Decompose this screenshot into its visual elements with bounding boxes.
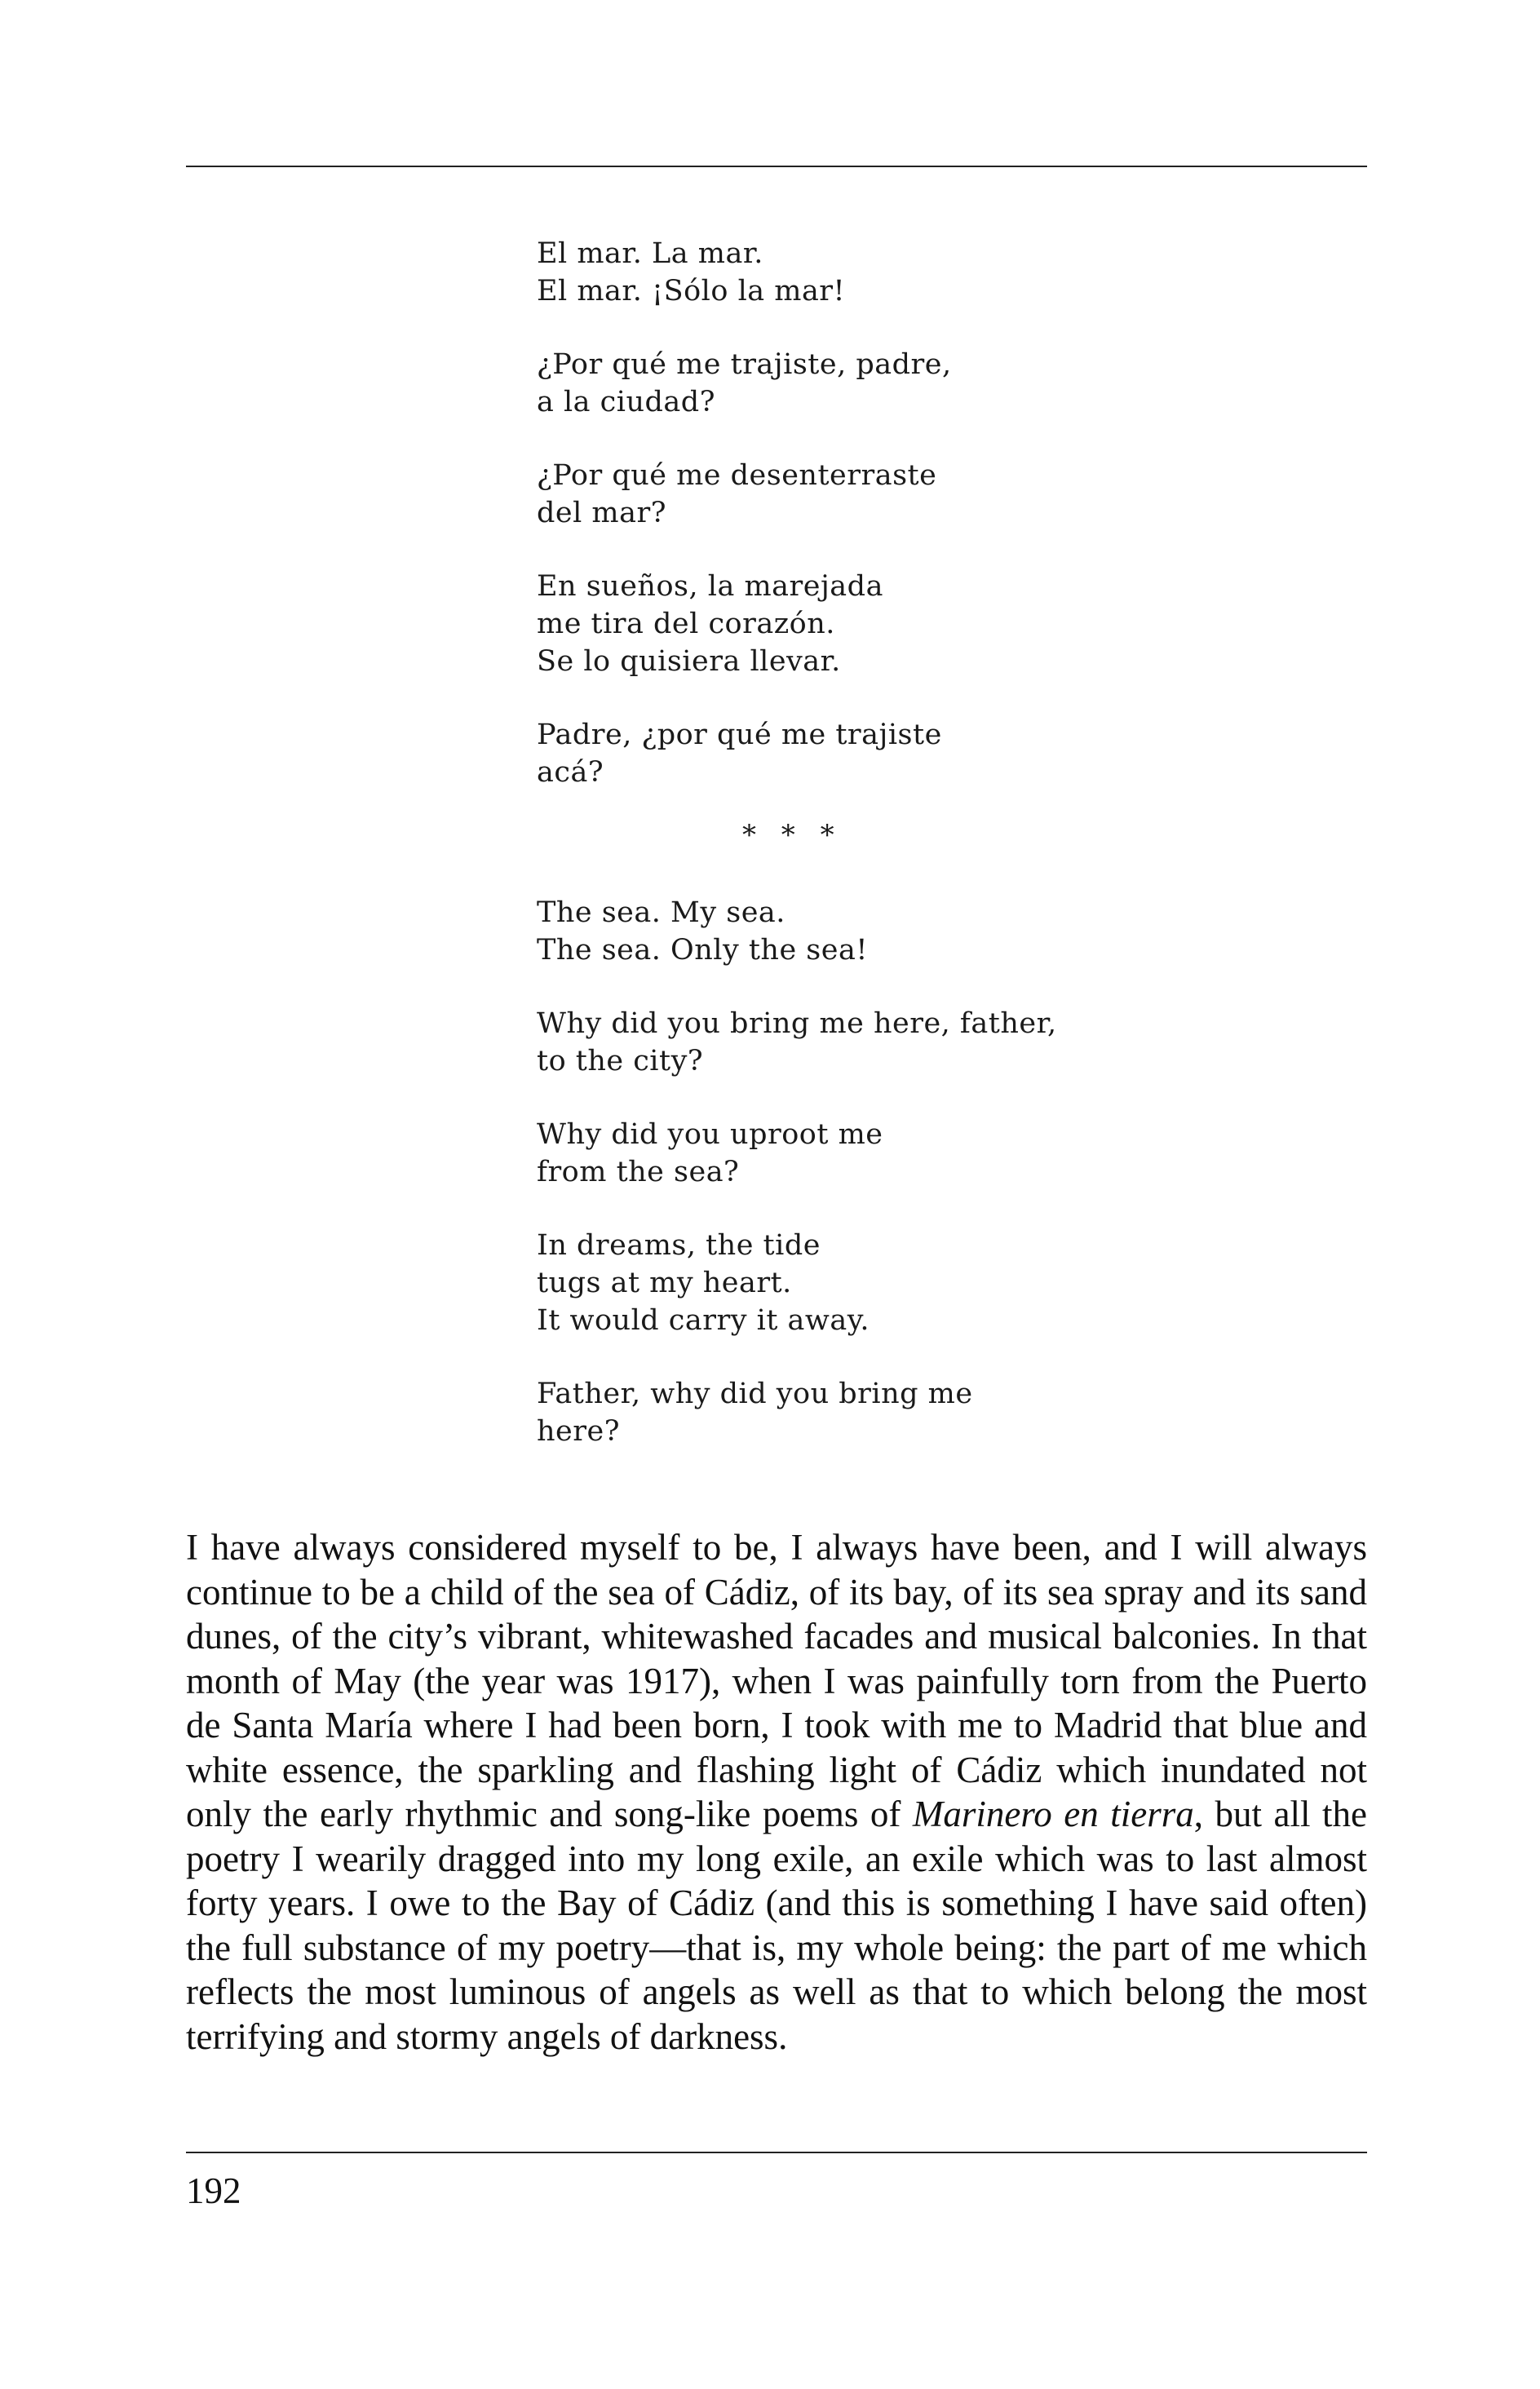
poem-stanza xyxy=(537,1227,1255,1339)
section-separator: * * * xyxy=(742,819,843,852)
poem-line: In dreams, the tide xyxy=(537,1229,821,1262)
poem-line: ¿Por qué me desenterraste xyxy=(537,459,937,492)
poem-line: It would carry it away. xyxy=(537,1304,870,1337)
poem-stanza xyxy=(537,235,1255,310)
poem-line: El mar. ¡Sólo la mar! xyxy=(537,275,846,307)
poem-line: The sea. My sea. xyxy=(537,896,785,929)
poem-english xyxy=(537,894,1255,1486)
prose-text: , but all the poetry I wearily dragged into my long exile, an exile which was to last almost forty years. I owe to the Bay of Cádiz (and this is something I have said often) the full substance of my poetry—that is, my whole being: the part of me which reflects the most luminous of angels as well as that to which belong the most terrifying and stormy angels of darkness. xyxy=(186,1794,1367,2057)
poem-line: Why did you uproot me xyxy=(537,1118,883,1151)
poem-line: En sueños, la marejada xyxy=(537,570,883,603)
top-rule xyxy=(186,166,1367,167)
poem-line: here? xyxy=(537,1415,620,1448)
poem-line: me tira del corazón. xyxy=(537,608,835,640)
poem-line: Father, why did you bring me xyxy=(537,1378,973,1410)
poem-line: a la ciudad? xyxy=(537,386,715,418)
poem-line: to the city? xyxy=(537,1045,704,1077)
poem-line: Padre, ¿por qué me trajiste xyxy=(537,719,942,751)
poem-line: tugs at my heart. xyxy=(537,1267,792,1299)
poem-line: del mar? xyxy=(537,497,666,529)
poem-stanza xyxy=(537,1005,1255,1080)
poem-stanza xyxy=(537,1375,1255,1450)
poem-line: acá? xyxy=(537,756,604,789)
poem-stanza xyxy=(537,346,1255,421)
prose-paragraph xyxy=(186,1525,1367,2059)
poem-stanza xyxy=(537,716,1255,791)
poem-stanza xyxy=(537,1116,1255,1191)
poem-line: El mar. La mar. xyxy=(537,237,763,270)
poem-line: Se lo quisiera llevar. xyxy=(537,645,841,678)
bottom-rule xyxy=(186,2152,1367,2153)
book-title: Marinero en tierra xyxy=(912,1794,1194,1834)
poem-line: from the sea? xyxy=(537,1156,740,1188)
page-number: 192 xyxy=(186,2170,241,2211)
poem-line: The sea. Only the sea! xyxy=(537,934,868,967)
prose-text: I have always considered myself to be, I always have been, and I will always continue to be a child of the sea of Cádiz, of its bay, of its sea spray and its sand dunes, of the city’s vibrant, whitewashed facades and musical balconies. In that month of May (the year was 1917), when I was painfully torn from the Puerto de Santa María where I had been born, I took with me to Madrid that blue and white essence, the sparkling and flashing light of Cádiz which inundated not only the early rhythmic and song-like poems of xyxy=(186,1527,1367,1834)
poem-stanza xyxy=(537,457,1255,532)
poem-stanza xyxy=(537,568,1255,680)
poem-spanish xyxy=(537,235,1255,827)
poem-line: Why did you bring me here, father, xyxy=(537,1007,1057,1040)
poem-line: ¿Por qué me trajiste, padre, xyxy=(537,348,952,381)
poem-stanza xyxy=(537,894,1255,969)
